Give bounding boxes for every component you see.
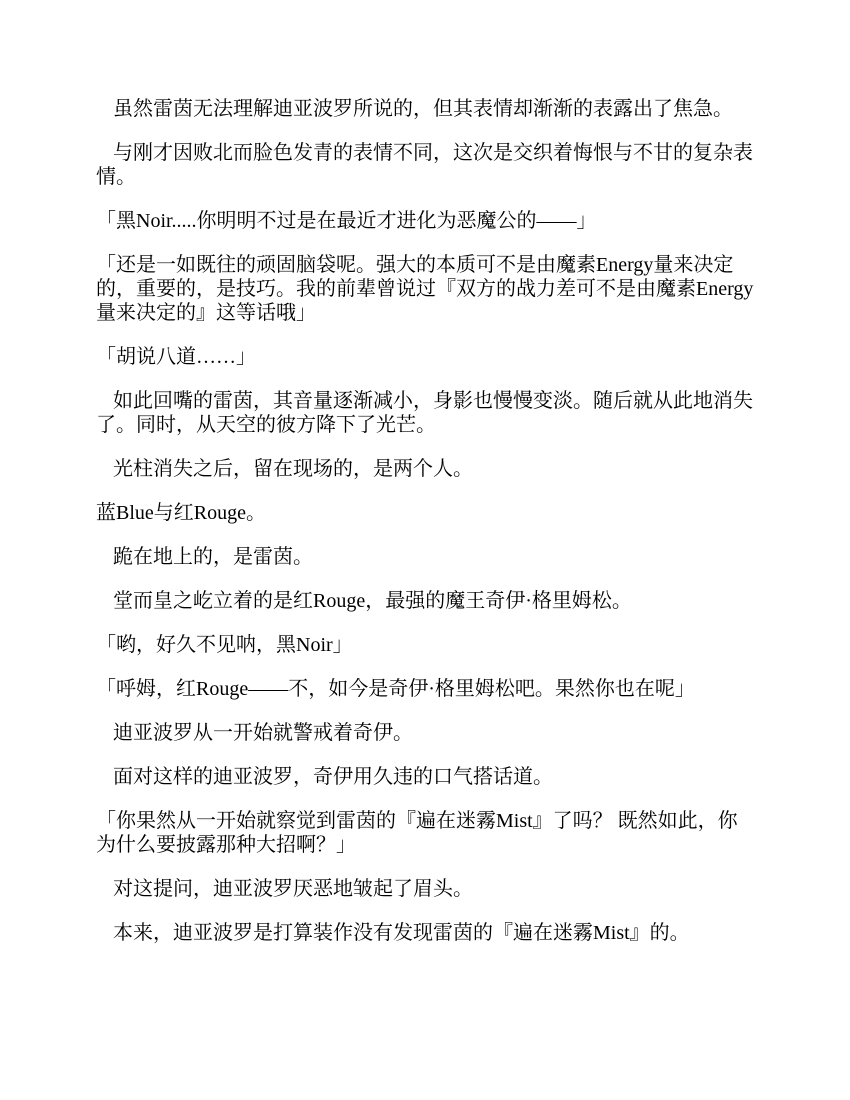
paragraph: 本来，迪亚波罗是打算装作没有发现雷茵的『遍在迷霧Mist』的。 <box>113 922 690 944</box>
paragraph: 「黑Noir.....你明明不过是在最近才进化为恶魔公的——」 <box>96 210 597 232</box>
paragraph: 蓝Blue与红Rouge。 <box>96 502 266 524</box>
paragraph: 「你果然从一开始就察觉到雷茵的『遍在迷霧Mist』了吗？ 既然如此，你为什么要披露那种大招啊？」 <box>96 810 738 856</box>
paragraph: 如此回嘴的雷茵，其音量逐渐减小，身影也慢慢变淡。随后就从此地消失了。同时，从天空的彼方降下了光芒。 <box>96 390 753 436</box>
paragraph: 虽然雷茵无法理解迪亚波罗所说的，但其表情却渐渐的表露出了焦急。 <box>113 98 733 120</box>
paragraph: 「哟，好久不见呐，黑Noir」 <box>96 634 353 656</box>
paragraph: 与刚才因败北而脸色发青的表情不同，这次是交织着悔恨与不甘的复杂表情。 <box>96 142 753 188</box>
paragraph: 「还是一如既往的顽固脑袋呢。强大的本质可不是由魔素Energy量来决定的，重要的，是技巧。我的前辈曾说过『双方的战力差可不是由魔素Energy量来决定的』这等话哦」 <box>96 254 754 324</box>
paragraph: 光柱消失之后，留在现场的，是两个人。 <box>113 458 473 480</box>
paragraph: 跪在地上的，是雷茵。 <box>113 546 313 568</box>
paragraph: 堂而皇之屹立着的是红Rouge，最强的魔王奇伊·格里姆松。 <box>113 590 632 612</box>
paragraph: 迪亚波罗从一开始就警戒着奇伊。 <box>113 722 413 744</box>
paragraph: 「呼姆，红Rouge——不，如今是奇伊·格里姆松吧。果然你也在呢」 <box>96 678 695 700</box>
paragraph: 对这提问，迪亚波罗厌恶地皱起了眉头。 <box>113 878 473 900</box>
paragraph: 面对这样的迪亚波罗，奇伊用久违的口气搭话道。 <box>113 766 553 788</box>
paragraph: 「胡说八道……」 <box>96 346 256 368</box>
